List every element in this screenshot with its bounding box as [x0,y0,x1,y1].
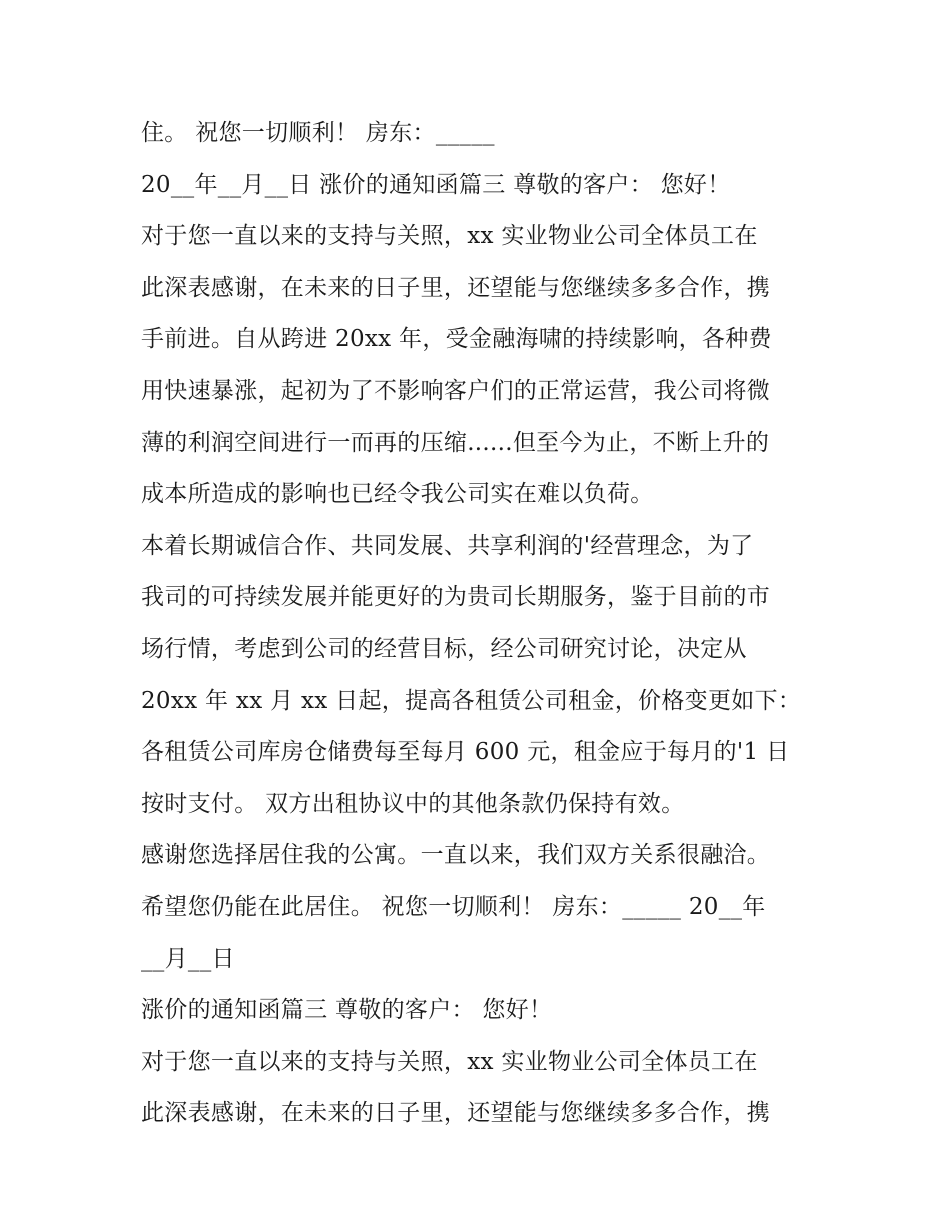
text-line: 薄的利润空间进行一而再的压缩......但至今为止，不断上升的 [141,429,770,456]
text-line: 我司的可持续发展并能更好的为贵司长期服务，鉴于目前的市 [141,584,771,611]
text-line: 对于您一直以来的支持与关照，xx 实业物业公司全体员工在 [141,1048,758,1075]
text-line: 希望您仍能在此居住。 祝您一切顺利！ 房东：_____ 20__年 [141,893,766,920]
text-line: 场行情，考虑到公司的经营目标，经公司研究讨论，决定从 [141,635,747,662]
text-line: 手前进。自从跨进 20xx 年，受金融海啸的持续影响，各种费 [141,326,772,353]
text-line: 涨价的通知函篇三 尊敬的客户： 您好！ [141,997,553,1024]
text-line: 20__年__月__日 涨价的通知函篇三 尊敬的客户： 您好！ [141,171,731,198]
text-line: 本着长期诚信合作、共同发展、共享利润的'经营理念，为了 [141,532,754,559]
text-line: __月__日 [141,945,235,972]
text-line: 用快速暴涨，起初为了不影响客户们的正常运营，我公司将微 [141,377,771,404]
text-line: 此深表感谢，在未来的日子里，还望能与您继续多多合作，携 [141,274,771,301]
text-line: 住。 祝您一切顺利！ 房东：_____ [141,120,495,146]
text-line: 成本所造成的影响也已经令我公司实在难以负荷。 [141,481,654,508]
document-body [141,108,821,1140]
text-line: 各租赁公司库房仓储费每至每月 600 元，租金应于每月的'1 日 [141,739,790,766]
text-line: 20xx 年 xx 月 xx 日起，提高各租赁公司租金，价格变更如下： [141,687,802,714]
text-line: 按时支付。 双方出租协议中的其他条款仍保持有效。 [141,790,685,817]
text-line: 此深表感谢，在未来的日子里，还望能与您继续多多合作，携 [141,1100,771,1127]
text-line: 对于您一直以来的支持与关照，xx 实业物业公司全体员工在 [141,223,758,250]
text-line: 感谢您选择居住我的公寓。一直以来，我们双方关系很融洽。 [141,842,771,869]
